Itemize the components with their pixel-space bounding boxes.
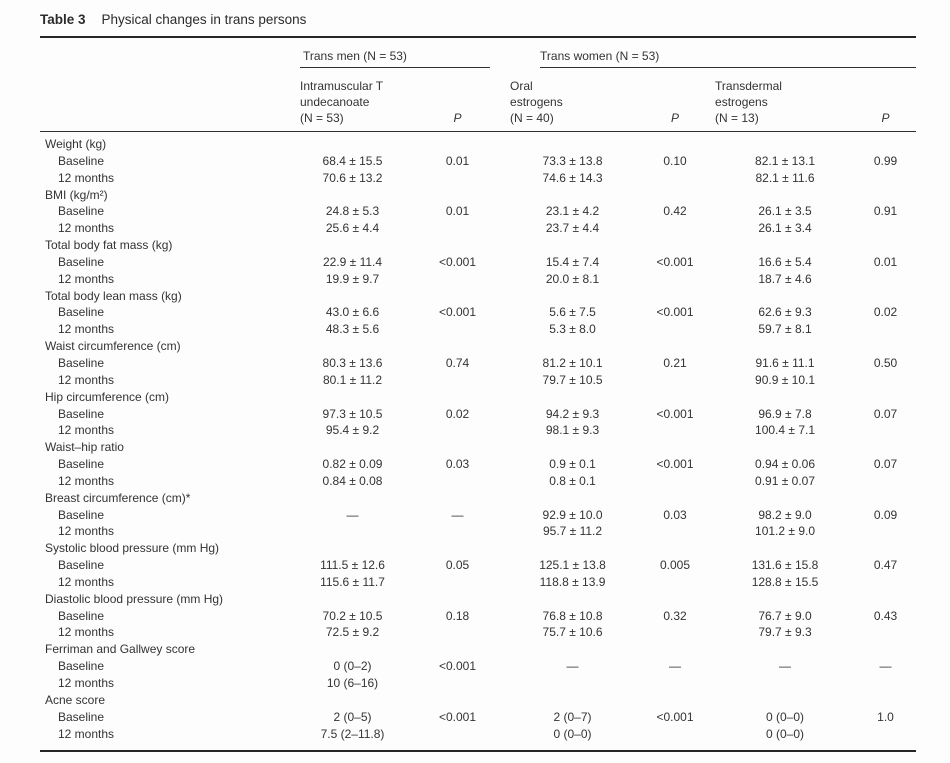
p-cell: [635, 422, 715, 439]
table-row: [40, 473, 916, 490]
table-row: [40, 557, 916, 574]
p-cell: 0.07: [873, 406, 898, 421]
table-3-block: [40, 10, 916, 752]
p-cell: 0.01: [445, 153, 470, 168]
value-cell: 0.8 ± 0.1: [549, 473, 596, 488]
value-cell: 0.84 ± 0.08: [322, 473, 383, 488]
group-header-trans-women: [510, 37, 916, 68]
p-cell: 0.03: [445, 457, 470, 472]
table-section-row: [40, 338, 916, 355]
p-cell: [405, 321, 510, 338]
value-cell: 131.6 ± 15.8: [751, 558, 819, 573]
value-cell: 96.9 ± 7.8: [758, 406, 812, 421]
row-label: 12 months: [58, 372, 115, 387]
section-label: Weight (kg): [45, 137, 107, 151]
row-label: Baseline: [58, 305, 105, 320]
group-header-trans-men: [300, 37, 510, 68]
table-section-row: [40, 237, 916, 254]
value-cell: 5.6 ± 7.5: [549, 305, 596, 320]
value-cell: 94.2 ± 9.3: [545, 406, 600, 421]
table-caption-tag: Table 3: [40, 12, 86, 27]
value-cell: [510, 675, 635, 692]
value-cell: 2 (0–5): [333, 709, 372, 724]
section-label: Waist–hip ratio: [45, 440, 124, 455]
section-label: Total body lean mass (kg): [45, 288, 182, 303]
header-line: estrogens: [715, 95, 768, 109]
value-cell: 59.7 ± 8.1: [758, 322, 812, 337]
value-cell: 25.6 ± 4.4: [325, 221, 380, 236]
p-cell: [405, 675, 510, 692]
table-row: [40, 203, 916, 220]
value-cell: 80.1 ± 11.2: [322, 372, 383, 387]
value-cell: 70.2 ± 10.5: [322, 608, 383, 623]
header-line: Intramuscular T: [300, 79, 384, 93]
value-cell: 23.7 ± 4.4: [545, 221, 600, 236]
table-row: [40, 608, 916, 625]
value-cell: [715, 675, 855, 692]
p-cell: [635, 372, 715, 389]
p-cell: <0.001: [438, 709, 477, 724]
p-cell: [405, 624, 510, 641]
p-cell: [635, 726, 715, 752]
table-row: [40, 574, 916, 591]
value-cell: 62.6 ± 9.3: [758, 305, 812, 320]
value-cell: 79.7 ± 10.5: [542, 372, 603, 387]
column-header-intramuscular-t: [300, 68, 405, 132]
table-row: [40, 658, 916, 675]
p-cell: [855, 422, 916, 439]
p-cell: 0.74: [445, 355, 470, 370]
header-line: undecanoate: [300, 95, 370, 109]
value-cell: 19.9 ± 9.7: [325, 271, 380, 286]
p-cell: <0.001: [438, 254, 477, 269]
p-cell: [635, 624, 715, 641]
p-cell: [405, 170, 510, 187]
p-cell: <0.001: [656, 406, 694, 421]
row-label: 12 months: [58, 524, 115, 539]
table-row: [40, 321, 916, 338]
p-cell: 0.42: [663, 204, 687, 219]
value-cell: [300, 523, 405, 540]
p-cell: 1.0: [877, 709, 894, 724]
value-cell: 0.82 ± 0.09: [322, 457, 383, 472]
column-header-transdermal-estrogens: [715, 68, 855, 132]
p-cell: 0.47: [873, 558, 898, 573]
p-cell: [635, 220, 715, 237]
value-cell: —: [779, 659, 792, 674]
row-label: 12 months: [58, 170, 115, 185]
p-cell: [405, 726, 510, 752]
table-row: [40, 355, 916, 372]
table-row: [40, 406, 916, 423]
p-cell: 0.50: [873, 355, 898, 370]
value-cell: 115.6 ± 11.7: [320, 574, 385, 589]
row-label: Baseline: [58, 406, 105, 421]
row-label: 12 months: [58, 726, 115, 741]
value-cell: 98.2 ± 9.0: [758, 507, 812, 522]
value-cell: 0 (0–0): [766, 709, 805, 724]
table-row: [40, 271, 916, 288]
row-label: 12 months: [58, 271, 115, 286]
value-cell: 0.91 ± 0.07: [755, 473, 815, 488]
p-cell: [635, 675, 715, 692]
value-cell: 0 (0–0): [766, 726, 805, 741]
value-cell: 20.0 ± 8.1: [545, 271, 600, 286]
row-label: Baseline: [58, 507, 105, 522]
value-cell: 95.4 ± 9.2: [325, 423, 380, 438]
header-line: (N = 53): [300, 111, 344, 125]
value-cell: 0 (0–0): [553, 726, 592, 741]
value-cell: 125.1 ± 13.8: [539, 558, 606, 573]
p-cell: [855, 675, 916, 692]
value-cell: 48.3 ± 5.6: [325, 322, 380, 337]
row-label: Baseline: [58, 709, 105, 724]
table-row: [40, 726, 916, 752]
p-cell: <0.001: [656, 305, 694, 320]
value-cell: 118.8 ± 13.9: [539, 574, 606, 589]
row-label: Baseline: [58, 254, 105, 269]
p-cell: 0.02: [445, 406, 470, 421]
table-caption: [40, 12, 916, 27]
p-cell: [855, 170, 916, 187]
value-cell: 76.8 ± 10.8: [542, 608, 603, 623]
row-label: 12 months: [58, 625, 115, 640]
section-label: BMI (kg/m²): [45, 187, 108, 202]
value-cell: 80.3 ± 13.6: [322, 355, 383, 370]
p-cell: [405, 523, 510, 540]
p-cell: [635, 170, 715, 187]
table-row: [40, 422, 916, 439]
p-cell: —: [669, 659, 682, 674]
table-row: [40, 372, 916, 389]
value-cell: 111.5 ± 12.6: [320, 558, 385, 573]
p-cell: <0.001: [438, 305, 477, 320]
table-row: [40, 675, 916, 692]
group-header-trans-men-label: Trans men (N = 53): [300, 49, 490, 68]
p-cell: [405, 574, 510, 591]
row-label: 12 months: [58, 473, 115, 488]
value-cell: 82.1 ± 11.6: [755, 170, 815, 185]
value-cell: 2 (0–7): [553, 709, 592, 724]
table-row: [40, 153, 916, 170]
p-cell: [635, 574, 715, 591]
value-cell: 75.7 ± 10.6: [542, 625, 603, 640]
p-cell: 0.02: [873, 305, 898, 320]
value-cell: 81.2 ± 10.1: [542, 355, 603, 370]
p-cell: [405, 422, 510, 439]
header-line: estrogens: [510, 95, 563, 109]
p-cell: [855, 372, 916, 389]
table-row: [40, 709, 916, 726]
value-cell: 10 (6–16): [326, 676, 379, 690]
p-cell: <0.001: [656, 457, 694, 472]
p-cell: [855, 271, 916, 288]
value-cell: 101.2 ± 9.0: [755, 524, 815, 539]
p-cell: —: [879, 659, 892, 674]
value-cell: 73.3 ± 13.8: [542, 153, 603, 168]
p-cell: [405, 372, 510, 389]
value-cell: 79.7 ± 9.3: [758, 625, 812, 640]
value-cell: 100.4 ± 7.1: [755, 423, 815, 438]
value-cell: 43.0 ± 6.6: [325, 305, 380, 320]
table-row: [40, 456, 916, 473]
p-cell: <0.001: [656, 254, 694, 269]
table-row: [40, 523, 916, 540]
value-cell: 74.6 ± 14.3: [542, 170, 603, 185]
row-label: 12 months: [58, 574, 115, 589]
p-cell: 0.01: [445, 204, 470, 219]
row-label: Baseline: [58, 558, 105, 573]
header-line: Oral: [510, 79, 533, 93]
value-cell: 95.7 ± 11.2: [542, 524, 603, 539]
column-header-p3: P: [855, 68, 916, 132]
header-spacer: [40, 37, 300, 68]
value-cell: 18.7 ± 4.6: [758, 271, 812, 286]
section-label: Hip circumference (cm): [45, 389, 170, 404]
table-section-row: [40, 187, 916, 204]
p-cell: [635, 271, 715, 288]
section-label: Breast circumference (cm)*: [45, 490, 191, 505]
p-cell: [635, 321, 715, 338]
p-cell: 0.18: [445, 608, 470, 623]
p-cell: [635, 523, 715, 540]
row-label: Baseline: [58, 153, 105, 168]
table-section-row: [40, 439, 916, 456]
table-section-row: [40, 540, 916, 557]
group-header-trans-women-label: Trans women (N = 53): [540, 49, 916, 68]
p-cell: 0.91: [873, 204, 898, 219]
p-cell: [855, 473, 916, 490]
p-cell: 0.01: [873, 254, 898, 269]
p-cell: —: [451, 507, 464, 522]
row-label: 12 months: [58, 676, 115, 690]
section-label: Systolic blood pressure (mm Hg): [45, 541, 220, 556]
p-cell: 0.21: [663, 355, 687, 370]
table-section-row: [40, 591, 916, 608]
table-section-row: [40, 641, 916, 658]
row-label: Baseline: [58, 204, 105, 219]
p-cell: <0.001: [438, 659, 477, 674]
value-cell: 92.9 ± 10.0: [542, 507, 603, 522]
table-section-row: [40, 692, 916, 709]
section-label: Diastolic blood pressure (mm Hg): [45, 591, 224, 606]
p-cell: 0.07: [873, 457, 898, 472]
row-label: Baseline: [58, 608, 105, 623]
p-cell: <0.001: [656, 709, 694, 724]
column-header-oral-estrogens: [510, 68, 635, 132]
value-cell: 70.6 ± 13.2: [322, 170, 383, 185]
table-row: [40, 624, 916, 641]
row-label: 12 months: [58, 322, 115, 337]
p-cell: [855, 321, 916, 338]
table-row: [40, 254, 916, 271]
value-cell: 7.5 (2–11.8): [320, 726, 385, 741]
header-spacer: [40, 68, 300, 132]
p-cell: 0.32: [663, 608, 687, 623]
value-cell: 16.6 ± 5.4: [758, 254, 812, 269]
row-label: Baseline: [58, 659, 105, 674]
value-cell: 22.9 ± 11.4: [322, 254, 383, 269]
p-cell: [855, 726, 916, 752]
column-header-p1: P: [405, 68, 510, 132]
value-cell: 0.94 ± 0.06: [755, 457, 815, 472]
section-label: Total body fat mass (kg): [45, 238, 173, 253]
value-cell: 26.1 ± 3.5: [758, 204, 812, 219]
physical-changes-table: [40, 36, 916, 752]
table-section-row: [40, 490, 916, 507]
table-row: [40, 170, 916, 187]
p-cell: 0.43: [873, 608, 898, 623]
p-cell: [855, 523, 916, 540]
value-cell: 23.1 ± 4.2: [545, 204, 600, 219]
table-section-row: [40, 389, 916, 406]
p-cell: 0.09: [873, 507, 898, 522]
p-cell: [855, 220, 916, 237]
header-line: (N = 40): [510, 111, 554, 125]
table-section-row: [40, 288, 916, 305]
p-cell: 0.05: [445, 558, 470, 573]
p-cell: 0.03: [663, 507, 687, 522]
p-cell: [855, 624, 916, 641]
section-label: Acne score: [45, 692, 106, 707]
p-cell: [405, 473, 510, 490]
value-cell: 98.1 ± 9.3: [545, 423, 600, 438]
value-cell: 72.5 ± 9.2: [325, 625, 380, 640]
value-cell: 128.8 ± 15.5: [751, 574, 819, 589]
p-cell: 0.99: [873, 153, 898, 168]
table-row: [40, 220, 916, 237]
value-cell: 5.3 ± 8.0: [549, 322, 596, 337]
value-cell: 90.9 ± 10.1: [755, 372, 815, 387]
row-label: 12 months: [58, 423, 115, 438]
value-cell: 15.4 ± 7.4: [545, 254, 600, 269]
p-cell: [405, 220, 510, 237]
value-cell: 24.8 ± 5.3: [325, 204, 380, 219]
table-section-row: [40, 132, 916, 153]
p-cell: [405, 271, 510, 288]
header-line: (N = 13): [715, 111, 759, 125]
table-header-group-row: [40, 37, 916, 68]
value-cell: 82.1 ± 13.1: [755, 153, 815, 168]
p-cell: [855, 574, 916, 591]
value-cell: 76.7 ± 9.0: [758, 608, 812, 623]
value-cell: —: [566, 659, 579, 674]
value-cell: 97.3 ± 10.5: [322, 406, 383, 421]
table-header-column-row: [40, 68, 916, 132]
header-line: Transdermal: [715, 79, 782, 93]
table-row: [40, 304, 916, 321]
value-cell: 0.9 ± 0.1: [549, 457, 596, 472]
p-cell: [635, 473, 715, 490]
row-label: 12 months: [58, 221, 115, 236]
column-header-p2: P: [635, 68, 715, 132]
value-cell: 26.1 ± 3.4: [758, 221, 812, 236]
value-cell: 68.4 ± 15.5: [322, 153, 383, 168]
p-cell: 0.10: [663, 153, 687, 168]
row-label: Baseline: [58, 457, 105, 472]
value-cell: —: [346, 507, 359, 522]
section-label: Waist circumference (cm): [45, 339, 181, 354]
table-caption-text: Physical changes in trans persons: [101, 12, 307, 27]
section-label: Ferriman and Gallwey score: [45, 642, 196, 657]
row-label: Baseline: [58, 355, 105, 370]
p-cell: 0.005: [660, 558, 691, 573]
value-cell: 91.6 ± 11.1: [755, 355, 815, 370]
value-cell: 0 (0–2): [333, 659, 372, 674]
table-row: [40, 507, 916, 524]
